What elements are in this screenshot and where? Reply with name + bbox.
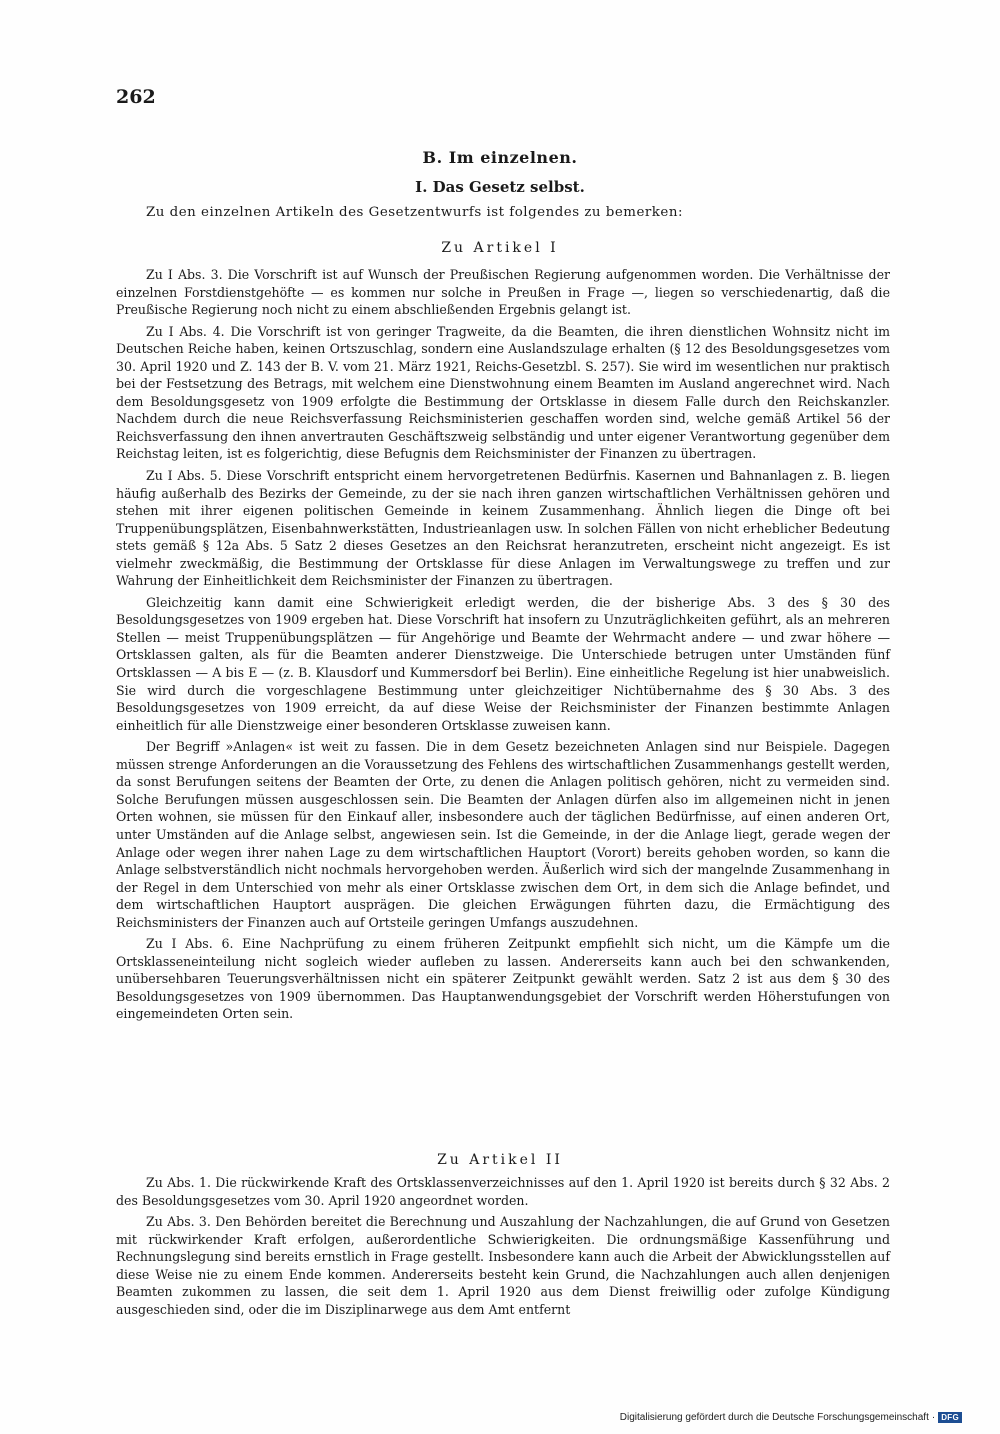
article-1-title: Zu Artikel I xyxy=(441,240,559,256)
paragraph: Zu Abs. 3. Den Behörden bereitet die Berechnung und Auszahlung der Nachzahlungen, die auf Grund von Gesetzen mit rückwirkender Kraft erfolgen, außerordentliche Schwierigkeiten. Die ordnungsmäßige Kassenführung und Rechnungslegung sind bereits ernstlich in Frage gestellt. Insbesondere kann auch die Arbeit der Abwicklungsstellen auf diese Weise nie zu einem Ende kommen. Andererseits besteht kein Grund, die Nachzahlungen auch allen denjenigen Beamten zukommen zu lassen, die seit dem 1. April 1920 aus dem Dienst freiwillig oder zufolge Kündigung ausgeschieden sind, oder die im Disziplinarwege aus dem Amt entfernt xyxy=(116,1214,890,1317)
subsection-heading: I. Das Gesetz selbst. xyxy=(415,178,585,196)
section-heading: B. Im einzelnen. xyxy=(422,148,578,167)
intro-line: Zu den einzelnen Artikeln des Gesetzentwurfs ist folgendes zu bemerken: xyxy=(146,205,683,220)
paragraph: Zu I Abs. 3. Die Vorschrift ist auf Wunsch der Preußischen Regierung aufgenommen worden. Die Verhältnisse der einzelnen Forstdienstgehöfte — es kommen nur solche in Preußen in Frage —, liegen so verschiedenartig, daß die Preußische Regierung noch nicht zu einem abschließenden Ergebnis gelangt ist. xyxy=(116,267,890,318)
page-number: 262 xyxy=(116,86,156,108)
paragraph: Zu I Abs. 5. Diese Vorschrift entspricht einem hervorgetretenen Bedürfnis. Kasernen und Bahnanlagen z. B. liegen häufig außerhalb des Bezirks der Gemeinde, zu der sie nach ihren ganzen wirtschaftlichen Verhältnissen gehören und stehen mit ihrer eigenen politischen Gemeinde in keinem Zusammenhang. Ähnlich liegen die Dinge oft bei Truppenübungsplätzen, Eisenbahnwerkstätten, Industrieanlagen usw. In solchen Fällen von nicht erheblicher Bedeutung stets gemäß § 12a Abs. 5 Satz 2 dieses Gesetzes an den Reichsrat heranzutreten, erscheint nicht angezeigt. Es ist vielmehr zweckmäßig, die Bestimmung der Ortsklasse für diese Anlagen im Verwaltungswege zu treffen und zur Wahrung der Einheitlichkeit dem Reichsminister der Finanzen zu übertragen. xyxy=(116,468,890,589)
paragraph: Gleichzeitig kann damit eine Schwierigkeit erledigt werden, die der bisherige Abs. 3 des § 30 des Besoldungsgesetzes von 1909 ergeben hat. Diese Vorschrift hat insofern zu Unzuträglichkeiten geführt, als an mehreren Stellen — meist Truppenübungsplätzen — für Angehörige und Beamte der Wehrmacht andere — und zwar höhere — Ortsklassen galten, als für die Beamten anderer Dienstzweige. Die Unterschiede betrugen unter Umständen fünf Ortsklassen — A bis E — (z. B. Klausdorf und Kummersdorf bei Berlin). Eine einheitliche Regelung ist hier unabweislich. Sie wird durch die vorgeschlagene Bestimmung unter gleichzeitiger Nichtübernahme des § 30 Abs. 3 des Besoldungsgesetzes von 1909 erreicht, da auf diese Weise der Reichsminister der Finanzen bestimmte Anlagen einheitlich für alle Dienstzweige einer besonderen Ortsklasse zuweisen kann. xyxy=(116,594,890,733)
paragraph: Zu I Abs. 6. Eine Nachprüfung zu einem früheren Zeitpunkt empfiehlt sich nicht, um die Kämpfe um die Ortsklasseneinteilung nicht sogleich wieder aufleben zu lassen. Andererseits kann auch bei den schwankenden, unübersehbaren Teuerungsverhältnissen nicht ein späterer Zeitpunkt gewählt werden. Satz 2 ist aus dem § 30 des Besoldungsgesetzes von 1909 übernommen. Das Hauptanwendungsgebiet der Vorschrift werden Höherstufungen von eingemeindeten Orten sein. xyxy=(116,936,890,1022)
separator-dot: · xyxy=(931,1412,936,1423)
paragraph: Zu I Abs. 4. Die Vorschrift ist von geringer Tragweite, da die Beamten, die ihren dienstlichen Wohnsitz nicht im Deutschen Reiche haben, keinen Ortszuschlag, sondern eine Auslandszulage erhalten (§ 12 des Besoldungsgesetzes vom 30. April 1920 und Z. 143 der B. V. vom 21. März 1921, Reichs-Gesetzbl. S. 257). Sie wird im wesentlichen nur praktisch bei der Festsetzung des Betrags, mit welchem eine Dienstwohnung einem Beamten im Ausland angerechnet wird. Nach dem Besoldungsgesetz von 1909 erfolgte die Bestimmung der Ortsklasse in diesem Falle durch den Reichskanzler. Nachdem durch die neue Reichsverfassung Reichsministerien geschaffen worden sind, welche gemäß Artikel 56 der Reichsverfassung den ihnen anvertrauten Geschäftszweig selbständig und unter eigener Verantwortung gegenüber dem Reichstag leiten, ist es folgerichtig, diese Befugnis dem Reichsminister der Finanzen zu übertragen. xyxy=(116,323,890,462)
article-2-body xyxy=(116,1174,890,1322)
paragraph: Zu Abs. 1. Die rückwirkende Kraft des Ortsklassenverzeichnisses auf den 1. April 1920 ist bereits durch § 32 Abs. 2 des Besoldungsgesetzes vom 30. April 1920 angeordnet worden. xyxy=(116,1175,890,1208)
footer-text: Digitalisierung gefördert durch die Deutsche Forschungsgemeinschaft xyxy=(619,1412,929,1423)
article-2-title: Zu Artikel II xyxy=(437,1152,563,1168)
paragraph: Der Begriff »Anlagen« ist weit zu fassen. Die in dem Gesetz bezeichneten Anlagen sind nur Beispiele. Dagegen müssen strenge Anforderungen an die Voraussetzung des Fehlens des wirtschaftlichen Zusammenhangs gestellt werden, da sonst Berufungen seitens der Beamten der Orte, zu denen die Anlagen politisch gehören, nicht zu vermeiden sind. Solche Berufungen müssen ausgeschlossen sein. Die Beamten der Anlagen dürfen also im allgemeinen nicht in jenen Orten wohnen, sie müssen für den Einkauf aller, insbesondere auch der täglichen Bedürfnisse, auf einen anderen Ort, unter Umständen auf die Anlage selbst, angewiesen sein. Ist die Gemeinde, in der die Anlage liegt, gerade wegen der Anlage oder wegen ihrer nahen Lage zu dem wirtschaftlichen Hauptort (Vorort) bereits gehoben worden, so kann die Anlage selbstverständlich nicht nochmals hervorgehoben werden. Äußerlich wird sich der mangelnde Zusammenhang in der Regel in dem Unterschied von mehr als einer Ortsklasse zwischen dem Ort, in dem sich die Anlage befindet, und dem wirtschaftlichen Hauptort ausprägen. Die gleichen Erwägungen führten dazu, die Ermächtigung des Reichsministers der Finanzen auch auf Ortsteile geringen Umfangs auszudehnen. xyxy=(116,739,890,930)
digitization-footer xyxy=(620,1412,962,1423)
dfg-logo-icon: DFG xyxy=(938,1412,962,1423)
article-1-body xyxy=(116,266,890,1027)
